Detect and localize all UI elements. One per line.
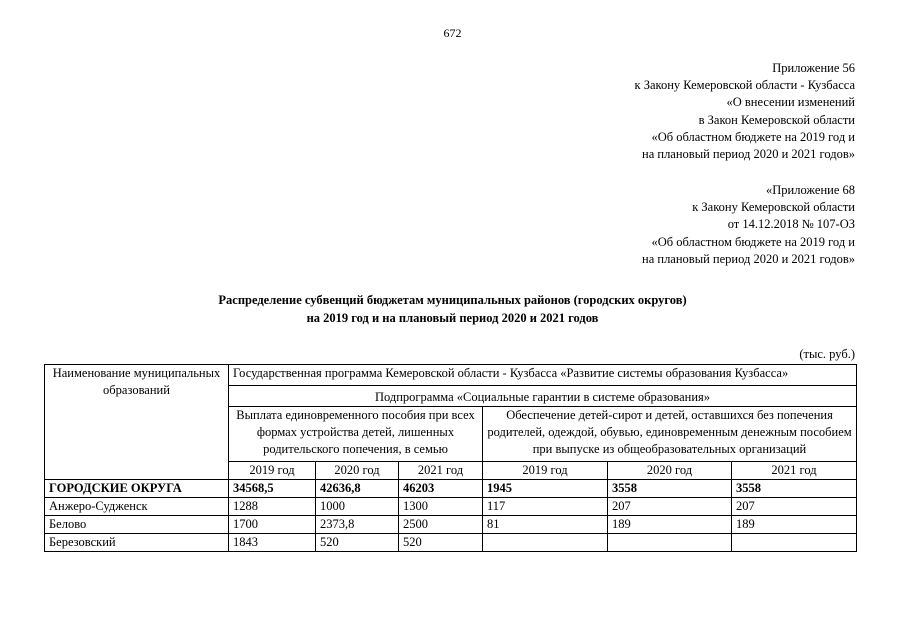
appendix-56-block <box>635 60 856 163</box>
value-cell: 207 <box>608 498 732 516</box>
title-line: Распределение субвенций бюджетам муниципальных районов (городских округов) <box>218 293 687 307</box>
year-header: 2020 год <box>608 462 732 480</box>
value-cell: 34568,5 <box>229 480 316 498</box>
year-header: 2021 год <box>732 462 857 480</box>
value-cell: 117 <box>483 498 608 516</box>
value-cell: 3558 <box>608 480 732 498</box>
value-cell: 189 <box>732 516 857 534</box>
appendix-line: «Приложение 68 <box>766 183 855 197</box>
appendix-line: «Об областном бюджете на 2019 год и <box>651 129 855 144</box>
appendix-68-block <box>642 182 855 268</box>
value-cell: 1000 <box>316 498 399 516</box>
appendix-line: на плановый период 2020 и 2021 годов» <box>642 251 855 266</box>
appendix-line: к Закону Кемеровской области <box>692 200 855 215</box>
value-cell: 2500 <box>399 516 483 534</box>
value-cell: 81 <box>483 516 608 534</box>
appendix-line: на плановый период 2020 и 2021 годов» <box>642 147 855 162</box>
program-header: Государственная программа Кемеровской области - Кузбасса «Развитие системы образования Кузбасса» <box>229 365 857 386</box>
appendix-line: Приложение 56 <box>772 61 855 75</box>
year-header: 2021 год <box>399 462 483 480</box>
value-cell <box>732 534 857 552</box>
table-row <box>45 534 857 552</box>
appendix-line: в Закон Кемеровской области <box>698 112 855 127</box>
municipality-name: Анжеро-Судженск <box>45 498 229 516</box>
subprogram-header: Подпрограмма «Социальные гарантии в системе образования» <box>229 386 857 407</box>
appendix-line: «О внесении изменений <box>726 95 855 110</box>
name-column-header: Наименование муниципальных образований <box>45 365 229 480</box>
value-cell: 1700 <box>229 516 316 534</box>
value-cell: 520 <box>399 534 483 552</box>
year-header: 2019 год <box>229 462 316 480</box>
appendix-line: от 14.12.2018 № 107-ОЗ <box>727 217 855 232</box>
subvention-table <box>44 364 857 552</box>
value-cell: 46203 <box>399 480 483 498</box>
year-header: 2020 год <box>316 462 399 480</box>
value-cell: 42636,8 <box>316 480 399 498</box>
municipality-name: Белово <box>45 516 229 534</box>
value-cell: 1945 <box>483 480 608 498</box>
table-row <box>45 480 857 498</box>
appendix-line: «Об областном бюджете на 2019 год и <box>651 234 855 249</box>
value-cell: 1300 <box>399 498 483 516</box>
value-cell: 1288 <box>229 498 316 516</box>
title-line: на 2019 год и на плановый период 2020 и 2021 годов <box>306 311 599 325</box>
year-header: 2019 год <box>483 462 608 480</box>
table-row <box>45 516 857 534</box>
page-number: 672 <box>443 26 462 40</box>
value-cell: 520 <box>316 534 399 552</box>
value-cell <box>483 534 608 552</box>
value-cell: 2373,8 <box>316 516 399 534</box>
value-cell <box>608 534 732 552</box>
measure-2-header: Обеспечение детей-сирот и детей, оставшихся без попечения родителей, одеждой, обувью, единовременным денежным пособием при выпуске из общеобразовательных организаций <box>483 407 857 462</box>
document-title <box>0 291 905 327</box>
municipality-name: Березовский <box>45 534 229 552</box>
appendix-line: к Закону Кемеровской области - Кузбасса <box>634 78 855 93</box>
municipality-name: ГОРОДСКИЕ ОКРУГА <box>45 480 229 498</box>
value-cell: 1843 <box>229 534 316 552</box>
table-row <box>45 498 857 516</box>
value-cell: 189 <box>608 516 732 534</box>
measure-1-header: Выплата единовременного пособия при всех формах устройства детей, лишенных родительского попечения, в семью <box>229 407 483 462</box>
value-cell: 3558 <box>732 480 857 498</box>
value-cell: 207 <box>732 498 857 516</box>
units-label: (тыс. руб.) <box>799 347 855 361</box>
